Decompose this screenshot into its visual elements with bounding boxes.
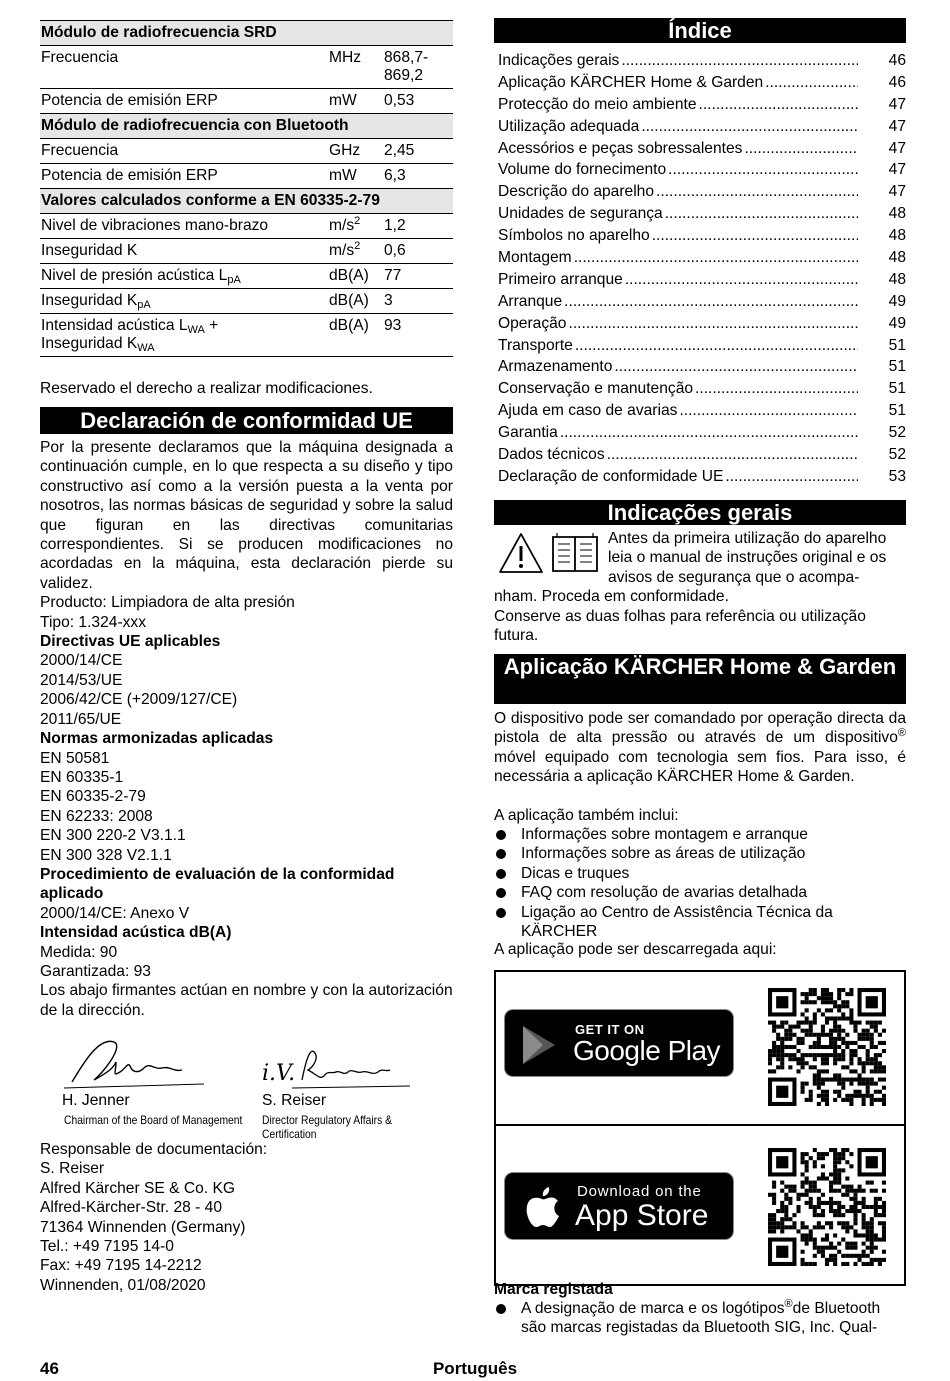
google-play-icon — [519, 1024, 559, 1066]
toc-label: Volume do fornecimento — [498, 161, 667, 179]
toc-page-number: 48 — [888, 270, 906, 288]
google-play-big-text: Google Play — [573, 1035, 721, 1066]
row-value: 0,53 — [383, 89, 453, 114]
toc-label: Declaração de conformidade UE — [498, 467, 724, 485]
toc-leader-dots — [574, 248, 858, 267]
toc-entry[interactable] — [498, 445, 906, 467]
toc-label: Primeiro arranque — [498, 270, 623, 288]
doc-line: 71364 Winnenden (Germany) — [40, 1218, 246, 1236]
declaration-heading: Declaración de conformidad UE — [40, 407, 453, 434]
doc-line: S. Reiser — [40, 1160, 105, 1178]
app-intro: O dispositivo pode ser comandado por operação directa da pistola de alta pressão ou através de um dispositivo® móvel equipado com tecnologia sem fios. Para isso, é necessária a aplicação KÄRCHER Home & Garden. — [494, 710, 906, 786]
doc-line: Tel.: +49 7195 14-0 — [40, 1238, 174, 1256]
toc-page-number: 51 — [888, 336, 906, 354]
table-of-contents — [498, 51, 906, 489]
table-row — [40, 314, 453, 357]
toc-entry[interactable] — [498, 117, 906, 139]
row-label: Potencia de emisión ERP — [40, 89, 328, 114]
general-heading: Indicações gerais — [494, 500, 906, 525]
app-feature-list — [494, 825, 906, 941]
toc-label: Arranque — [498, 292, 563, 310]
toc-entry[interactable] — [498, 160, 906, 182]
toc-entry[interactable] — [498, 270, 906, 292]
toc-label: Utilização adequada — [498, 117, 640, 135]
toc-entry[interactable] — [498, 73, 906, 95]
toc-page-number: 51 — [888, 358, 906, 376]
row-value: 0,6 — [383, 239, 453, 264]
toc-label: Unidades de segurança — [498, 205, 663, 223]
toc-label: Aplicação KÄRCHER Home & Garden — [498, 73, 764, 91]
general-text-line3: avisos de segurança que o acompa- — [608, 568, 860, 586]
app-heading: Aplicação KÄRCHER Home & Garden — [494, 654, 906, 704]
toc-page-number: 52 — [888, 424, 906, 442]
google-play-badge[interactable] — [504, 1009, 734, 1077]
section-label: Valores calculados conforme a EN 60335-2-79 — [40, 189, 453, 214]
row-label: Inseguridad K — [40, 239, 328, 264]
row-label: Intensidad acústica $L_{WA}$ + Inseguridad $K_{WA}$ — [40, 314, 328, 357]
toc-leader-dots — [668, 160, 858, 179]
table-row — [40, 214, 453, 239]
toc-page-number: 47 — [888, 161, 906, 179]
list-item: FAQ com resolução de avarias detalhada — [494, 883, 906, 902]
row-unit: $m/s^2$ — [328, 239, 383, 264]
trademark-item: A designação de marca e os logótipos®de Bluetooth são marcas registadas da Bluetooth SIG, Inc. Qual- — [494, 1299, 906, 1338]
toc-leader-dots — [725, 467, 858, 486]
table-section-header — [40, 189, 453, 214]
toc-leader-dots — [679, 401, 858, 420]
directive-item: 2011/65/UE — [40, 710, 122, 728]
table-row — [40, 264, 453, 289]
toc-page-number: 48 — [888, 205, 906, 223]
toc-page-number: 48 — [888, 249, 906, 267]
signature-jenner — [54, 1032, 234, 1092]
google-play-qr-code[interactable] — [768, 988, 886, 1106]
trademark-heading: Marca registada — [494, 1281, 613, 1298]
general-text-line4: nham. Proceda em conformidade. — [494, 588, 729, 606]
table-row — [40, 89, 453, 114]
row-unit: GHz — [328, 139, 383, 164]
guaranteed-value: Garantizada: 93 — [40, 962, 151, 980]
toc-page-number: 47 — [888, 183, 906, 201]
toc-entry[interactable] — [498, 248, 906, 270]
toc-page-number: 46 — [888, 73, 906, 91]
toc-entry[interactable] — [498, 51, 906, 73]
row-unit: $m/s^2$ — [328, 214, 383, 239]
doc-line: Fax: +49 7195 14-2212 — [40, 1257, 202, 1275]
toc-label: Conservação e manutenção — [498, 380, 694, 398]
toc-page-number: 46 — [888, 52, 906, 69]
row-label: Inseguridad $K_{pA}$ — [40, 289, 328, 314]
toc-page-number: 47 — [888, 117, 906, 135]
toc-entry[interactable] — [498, 204, 906, 226]
table-row — [40, 46, 453, 89]
row-label: Nivel de presión acústica $L_{pA}$ — [40, 264, 328, 289]
toc-leader-dots — [564, 292, 858, 311]
section-label: Módulo de radiofrecuencia con Bluetooth — [40, 114, 453, 139]
row-label: Potencia de emisión ERP — [40, 164, 328, 189]
toc-leader-dots — [575, 336, 858, 355]
app-store-badge[interactable] — [504, 1172, 734, 1240]
toc-page-number: 53 — [888, 467, 906, 485]
directive-item: 2006/42/CE (+2009/127/CE) — [40, 691, 238, 709]
general-text2: Conserve as duas folhas para referência ou utilização futura. — [494, 607, 866, 644]
toc-leader-dots — [699, 95, 858, 114]
toc-label: Descrição do aparelho — [498, 183, 655, 201]
doc-line: Winnenden, 01/08/2020 — [40, 1276, 206, 1294]
row-unit: dB(A) — [328, 289, 383, 314]
directive-item: 2000/14/CE — [40, 652, 123, 670]
list-item: Informações sobre as áreas de utilização — [494, 844, 906, 863]
documentation-block — [40, 1140, 267, 1295]
toc-leader-dots — [652, 226, 858, 245]
signatories-note: Los abajo firmantes actúan en nombre y con la autorización de la dirección. — [40, 982, 453, 1019]
signer1-title: Chairman of the Board of Management — [64, 1113, 243, 1127]
toc-page-number: 49 — [888, 292, 906, 310]
row-unit: mW — [328, 164, 383, 189]
norm-item: EN 300 220-2 V3.1.1 — [40, 827, 186, 845]
doc-line: Alfred-Kärcher-Str. 28 - 40 — [40, 1199, 223, 1217]
row-value: 1,2 — [383, 214, 453, 239]
download-box — [494, 970, 906, 1286]
toc-entry[interactable] — [498, 314, 906, 336]
row-value: 93 — [383, 314, 453, 357]
toc-leader-dots — [665, 204, 858, 223]
toc-entry[interactable] — [498, 336, 906, 358]
table-row — [40, 289, 453, 314]
toc-leader-dots — [560, 423, 858, 442]
row-label: Nivel de vibraciones mano-brazo — [40, 214, 328, 239]
doc-line: Responsable de documentación: — [40, 1141, 268, 1158]
row-value: 77 — [383, 264, 453, 289]
signer1-name: H. Jenner — [62, 1092, 130, 1109]
toc-leader-dots — [568, 314, 858, 333]
toc-entry[interactable] — [498, 401, 906, 423]
warning-triangle-icon — [498, 531, 544, 575]
signature-mark: i.V. — [262, 1061, 296, 1086]
toc-entry[interactable] — [498, 95, 906, 117]
directives-heading: Directivas UE aplicables — [40, 633, 221, 651]
row-unit: mW — [328, 89, 383, 114]
product-line: Producto: Limpiadora de alta presión — [40, 594, 295, 612]
toc-page-number: 47 — [888, 139, 906, 157]
toc-entry[interactable] — [498, 357, 906, 379]
toc-label: Montagem — [498, 249, 572, 267]
toc-page-number: 49 — [888, 314, 906, 332]
signer2-title: Director Regulatory Affairs & Certification — [262, 1113, 393, 1141]
row-unit: dB(A) — [328, 314, 383, 357]
row-value: 2,45 — [383, 139, 453, 164]
apple-icon — [523, 1185, 561, 1229]
app-store-small-text: Download on the — [577, 1183, 702, 1200]
doc-line: Alfred Kärcher SE & Co. KG — [40, 1179, 235, 1197]
row-value: 868,7-869,2 — [383, 46, 453, 89]
row-label: Frecuencia — [40, 46, 328, 89]
toc-entry[interactable] — [498, 423, 906, 445]
toc-leader-dots — [607, 445, 858, 464]
toc-page-number: 52 — [888, 446, 906, 464]
toc-leader-dots — [614, 357, 858, 376]
type-line: Tipo: 1.324-xxx — [40, 613, 147, 631]
toc-label: Acessórios e peças sobressalentes — [498, 139, 743, 157]
row-unit: dB(A) — [328, 264, 383, 289]
toc-page-number: 47 — [888, 95, 906, 113]
toc-entry[interactable] — [498, 139, 906, 161]
norm-item: EN 60335-1 — [40, 768, 124, 786]
norm-item: EN 300 328 V2.1.1 — [40, 846, 172, 864]
google-play-small-text: GET IT ON — [575, 1022, 645, 1037]
toc-leader-dots — [765, 73, 858, 92]
table-section-header — [40, 114, 453, 139]
general-text-line1: Antes da primeira utilização do aparelho — [608, 530, 887, 547]
signature-reiser — [262, 1040, 412, 1092]
toc-page-number: 51 — [888, 380, 906, 398]
measured-value: Medida: 90 — [40, 943, 118, 961]
toc-leader-dots — [621, 51, 858, 70]
toc-entry[interactable] — [498, 226, 906, 248]
norm-item: EN 50581 — [40, 749, 110, 767]
toc-leader-dots — [656, 182, 858, 201]
procedure-heading: Procedimiento de evaluación de la conformidad aplicado — [40, 865, 395, 903]
toc-label: Operação — [498, 314, 567, 332]
toc-label: Ajuda em caso de avarias — [498, 402, 678, 420]
table-section-header — [40, 21, 453, 46]
app-includes: A aplicação também inclui: — [494, 807, 679, 824]
app-store-qr-code[interactable] — [768, 1148, 886, 1266]
footer-language: Português — [432, 1359, 518, 1378]
list-item: Ligação ao Centro de Assistência Técnica da KÄRCHER — [494, 903, 906, 942]
toc-entry[interactable] — [498, 292, 906, 314]
app-store-big-text: App Store — [575, 1199, 709, 1232]
row-value: 3 — [383, 289, 453, 314]
directive-item: 2014/53/UE — [40, 671, 123, 689]
row-value: 6,3 — [383, 164, 453, 189]
toc-label: Garantia — [498, 424, 558, 442]
table-row — [40, 164, 453, 189]
toc-leader-dots — [641, 117, 858, 136]
app-download-note: A aplicação pode ser descarregada aqui: — [494, 941, 777, 958]
norms-heading: Normas armonizadas aplicadas — [40, 730, 274, 748]
declaration-intro: Por la presente declaramos que la máquina designada a continuación cumple, en lo que respecta a su diseño y tipo constructivo así como a la versión puesta a la venta por nosotros, las normas básicas de seguridad y sobre la salud que figuran en las directivas comunitarias correspondientes. Si se producen modificaciones no acordadas en la máquina, esta declaración pierde su validez. — [40, 439, 453, 592]
page-number: 46 — [40, 1359, 59, 1378]
procedure-value: 2000/14/CE: Anexo V — [40, 904, 190, 922]
table-row — [40, 239, 453, 264]
acoustic-heading: Intensidad acústica dB(A) — [40, 924, 232, 942]
list-item: Dicas e truques — [494, 864, 906, 883]
section-label: Módulo de radiofrecuencia SRD — [40, 21, 453, 46]
toc-label: Indicações gerais — [498, 52, 620, 69]
reserved-note: Reservado el derecho a realizar modificaciones. — [40, 380, 373, 397]
manual-book-icon — [550, 531, 600, 575]
toc-label: Protecção do meio ambiente — [498, 95, 697, 113]
row-unit: MHz — [328, 46, 383, 89]
toc-entry[interactable] — [498, 182, 906, 204]
toc-leader-dots — [625, 270, 858, 289]
toc-page-number: 51 — [888, 402, 906, 420]
row-label: Frecuencia — [40, 139, 328, 164]
toc-entry[interactable] — [498, 467, 906, 489]
toc-leader-dots — [744, 139, 858, 158]
toc-label: Símbolos no aparelho — [498, 227, 650, 245]
table-row — [40, 139, 453, 164]
general-text-line2: leia o manual de instruções original e os — [608, 549, 887, 567]
toc-leader-dots — [695, 379, 858, 398]
toc-label: Dados técnicos — [498, 446, 605, 464]
norm-item: EN 60335-2-79 — [40, 788, 146, 806]
toc-entry[interactable] — [498, 379, 906, 401]
box-divider — [496, 1124, 904, 1126]
toc-label: Transporte — [498, 336, 573, 354]
signer2-name: S. Reiser — [262, 1092, 327, 1109]
list-item: Informações sobre montagem e arranque — [494, 825, 906, 844]
technical-data-table — [40, 20, 453, 357]
toc-label: Armazenamento — [498, 358, 613, 376]
index-heading: Índice — [494, 18, 906, 43]
norm-item: EN 62233: 2008 — [40, 807, 153, 825]
toc-page-number: 48 — [888, 227, 906, 245]
